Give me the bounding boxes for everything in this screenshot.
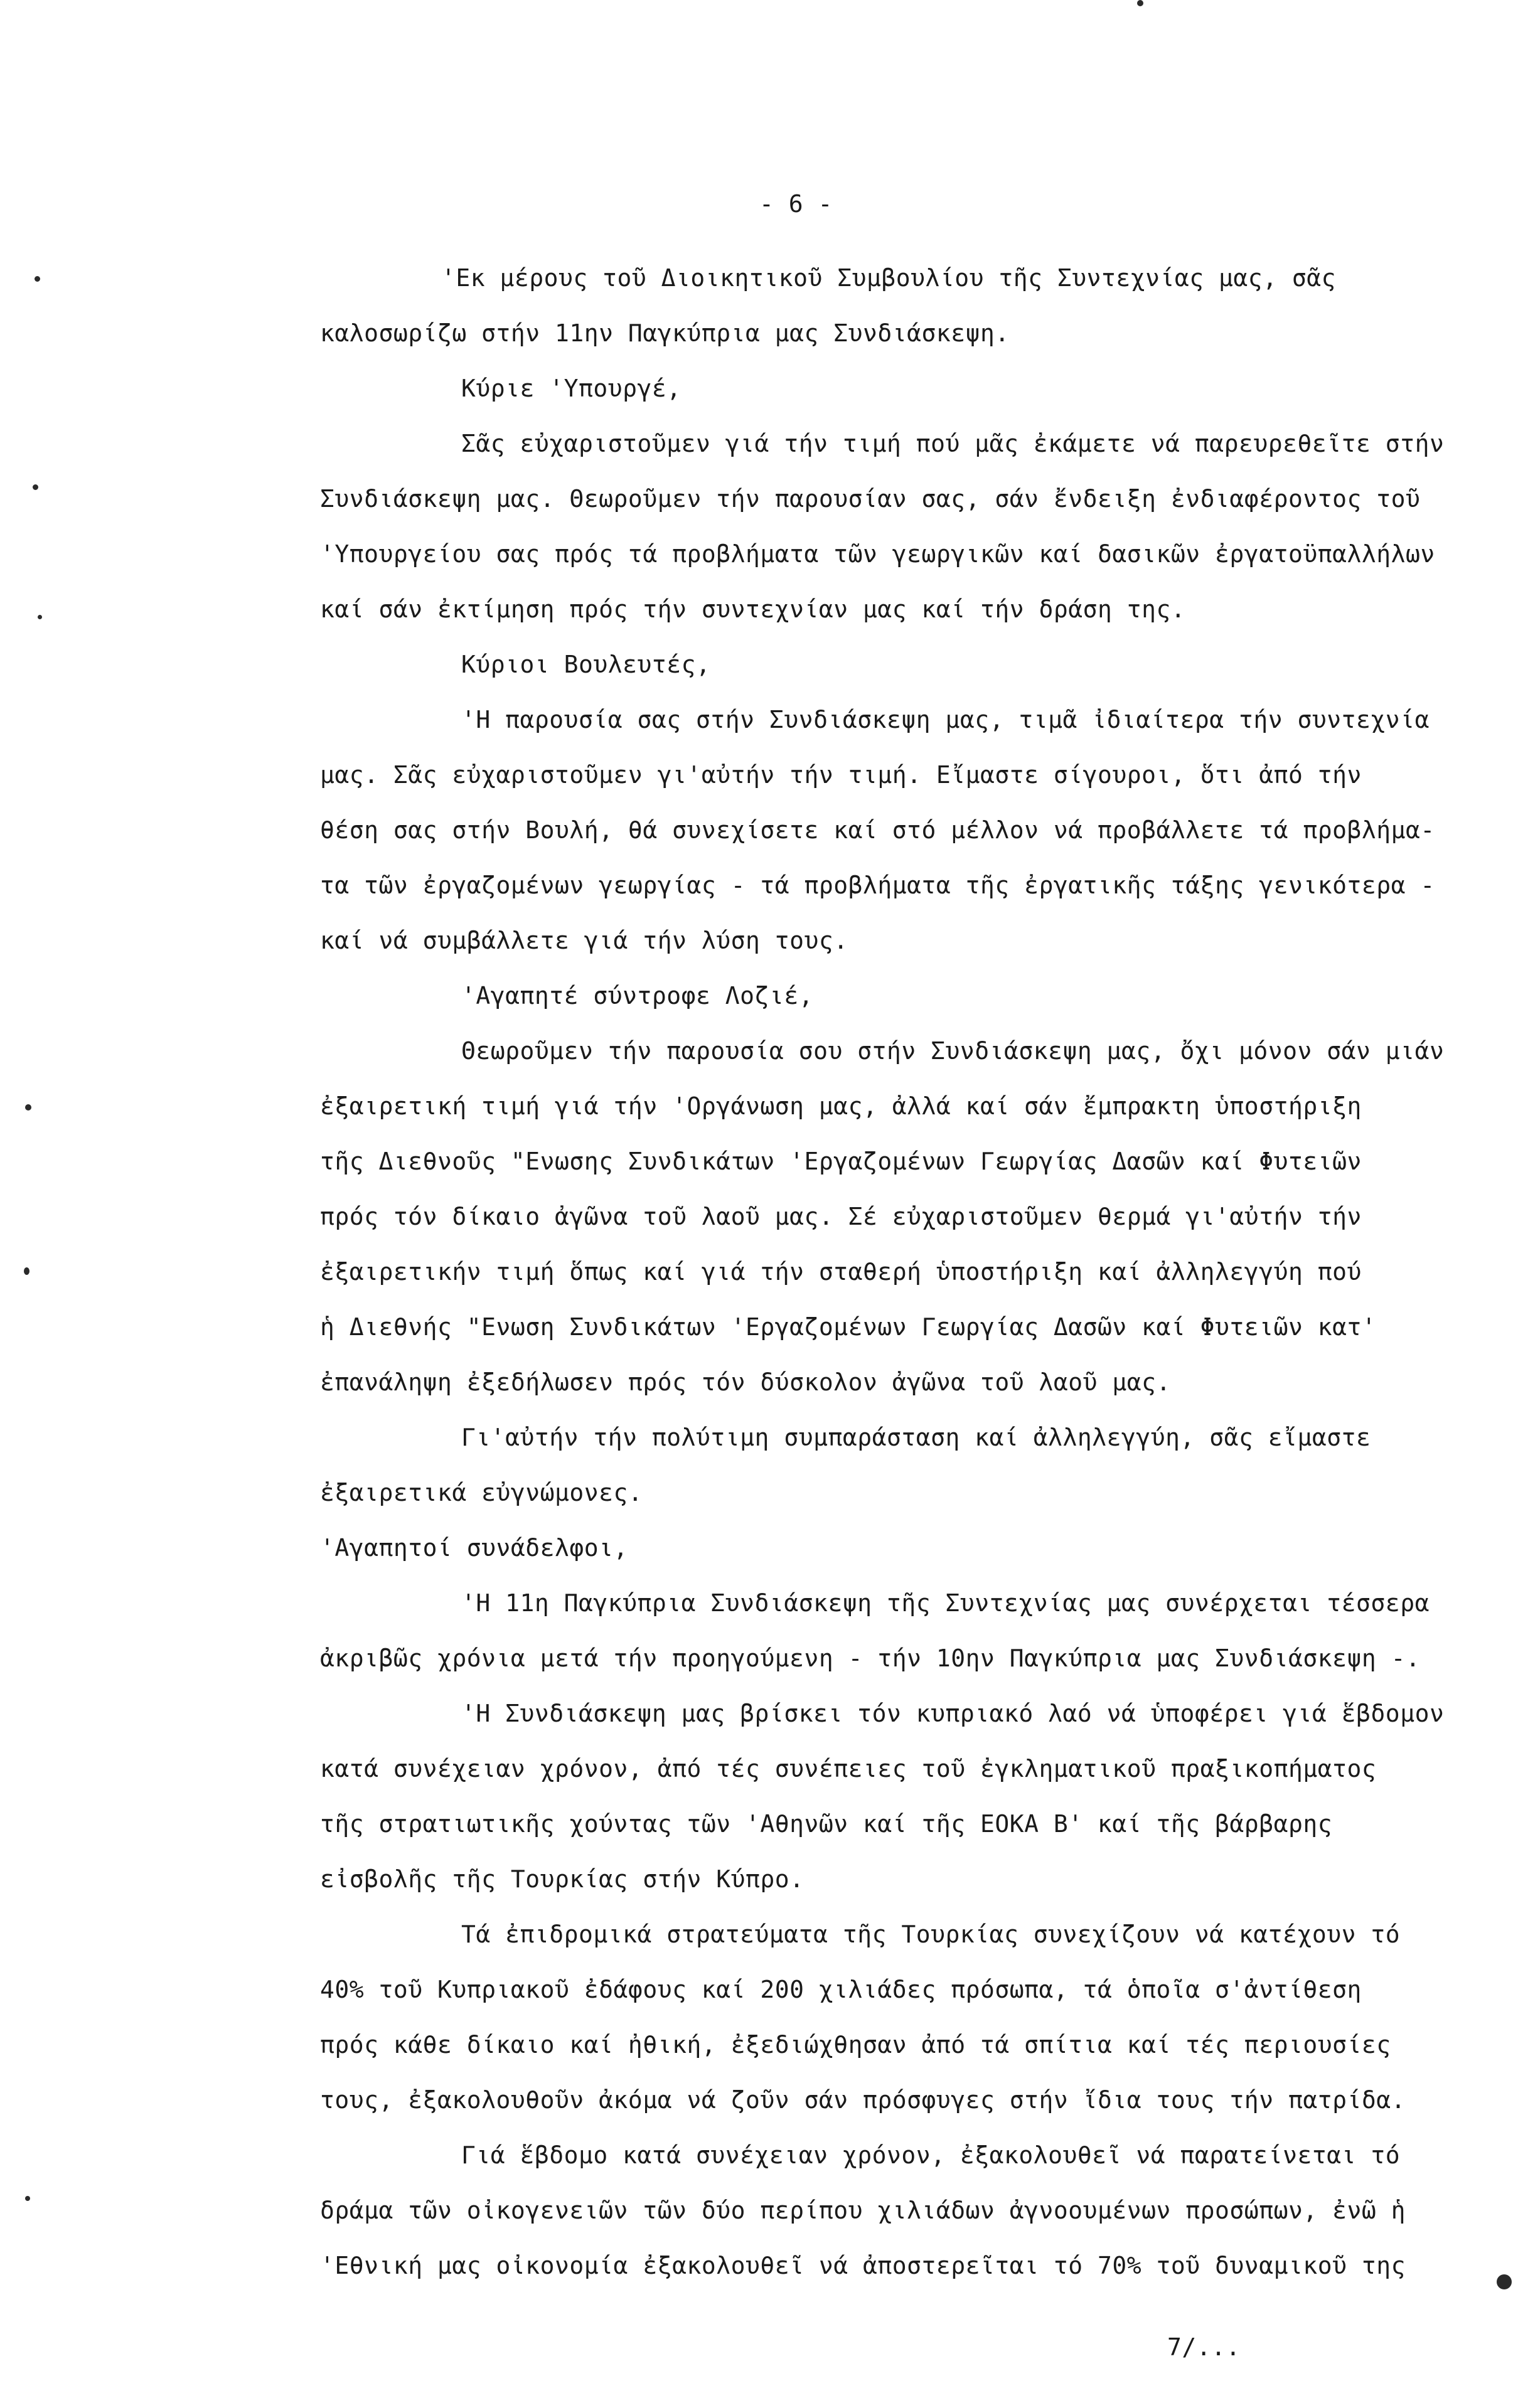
text-line: πρός κάθε δίκαιο καί ἠθική, ἐξεδιώχθησαν ἀπό τά σπίτια καί τές περιουσίες [320,2031,1391,2059]
text-line: τα τῶν ἐργαζομένων γεωργίας - τά προβλήματα τῆς ἐργατικῆς τάξης γενικότερα - [320,871,1435,899]
scan-speck [38,615,42,619]
text-line: Κύριε 'Υπουργέ, [461,375,681,402]
scan-speck [25,2196,30,2201]
text-line: κατά συνέχειαν χρόνον, ἀπό τές συνέπειες τοῦ ἐγκληματικοῦ πραξικοπήματος [320,1755,1377,1782]
text-line: θέση σας στήν Βουλή, θά συνεχίσετε καί στό μέλλον νά προβάλλετε τά προβλήμα- [320,816,1435,844]
text-line: εἰσβολῆς τῆς Τουρκίας στήν Κύπρο. [320,1865,804,1893]
text-line: ἐξαιρετικά εὐγνώμονες. [320,1479,643,1506]
continuation-marker: 7/... [1167,2333,1241,2361]
text-line: 'Αγαπητοί συνάδελφοι, [320,1534,628,1562]
text-line: Σᾶς εὐχαριστοῦμεν γιά τήν τιμή πού μᾶς ἐκάμετε νά παρευρεθεῖτε στήν [461,430,1445,457]
text-line: 'Εκ μέρους τοῦ Διοικητικοῦ Συμβουλίου τῆς Συντεχνίας μας, σᾶς [441,264,1337,292]
text-line: δράμα τῶν οἰκογενειῶν τῶν δύο περίπου χιλιάδων ἀγνοουμένων προσώπων, ἐνῶ ἡ [320,2197,1406,2224]
text-line: Συνδιάσκεψη μας. Θεωροῦμεν τήν παρουσίαν σας, σάν ἔνδειξη ἐνδιαφέροντος τοῦ [320,485,1421,513]
text-line: καλοσωρίζω στήν 11ην Παγκύπρια μας Συνδιάσκεψη. [320,319,1010,347]
text-line: τῆς Διεθνοῦς "Ενωσης Συνδικάτων 'Εργαζομένων Γεωργίας Δασῶν καί Φυτειῶν [320,1148,1362,1175]
text-line: καί σάν ἐκτίμηση πρός τήν συντεχνίαν μας καί τήν δράση της. [320,595,1186,623]
text-line: ἡ Διεθνής "Ενωση Συνδικάτων 'Εργαζομένων Γεωργίας Δασῶν καί Φυτειῶν κατ' [320,1313,1377,1341]
text-line: Κύριοι Βουλευτές, [461,651,711,678]
text-line: 'Η 11η Παγκύπρια Συνδιάσκεψη τῆς Συντεχνίας μας συνέρχεται τέσσερα [461,1589,1430,1617]
text-line: 'Η Συνδιάσκεψη μας βρίσκει τόν κυπριακό λαό νά ὑποφέρει γιά ἕβδομον [461,1700,1445,1727]
text-line: καί νά συμβάλλετε γιά τήν λύση τους. [320,927,848,954]
text-line: τους, ἐξακολουθοῦν ἀκόμα νά ζοῦν σάν πρόσφυγες στήν ἴδια τους τήν πατρίδα. [320,2086,1406,2114]
text-line: ἐξαιρετικήν τιμή ὅπως καί γιά τήν σταθερή ὑποστήριξη καί ἀλληλεγγύη πού [320,1258,1362,1286]
scan-speck [35,276,40,282]
scan-speck [24,1267,29,1275]
text-line: Θεωροῦμεν τήν παρουσία σου στήν Συνδιάσκεψη μας, ὄχι μόνον σάν μιάν [461,1037,1445,1065]
text-line: τῆς στρατιωτικῆς χούντας τῶν 'Αθηνῶν καί τῆς ΕΟΚΑ Β' καί τῆς βάρβαρης [320,1810,1333,1838]
page-number: - 6 - [759,190,833,218]
text-line: ἐξαιρετική τιμή γιά τήν 'Οργάνωση μας, ἀλλά καί σάν ἔμπρακτη ὑποστήριξη [320,1092,1362,1120]
text-line: 'Εθνική μας οἰκονομία ἐξακολουθεῖ νά ἀποστερεῖται τό 70% τοῦ δυναμικοῦ της [320,2252,1406,2279]
text-line: 'Υπουργείου σας πρός τά προβλήματα τῶν γεωργικῶν καί δασικῶν ἐργατοϋπαλλήλων [320,540,1435,568]
text-line: πρός τόν δίκαιο ἀγῶνα τοῦ λαοῦ μας. Σέ εὐχαριστοῦμεν θερμά γι'αὐτήν τήν [320,1203,1362,1230]
text-line: 'Η παρουσία σας στήν Συνδιάσκεψη μας, τιμᾶ ἰδιαίτερα τήν συντεχνία [461,706,1430,733]
scan-speck [33,484,38,490]
scan-speck [25,1104,31,1111]
text-line: Γιά ἕβδομο κατά συνέχειαν χρόνον, ἐξακολουθεῖ νά παρατείνεται τό [461,2141,1401,2169]
text-line: ἀκριβῶς χρόνια μετά τήν προηγούμενη - τήν 10ην Παγκύπρια μας Συνδιάσκεψη -. [320,1644,1421,1672]
text-line: ἐπανάληψη ἐξεδήλωσεν πρός τόν δύσκολον ἀγῶνα τοῦ λαοῦ μας. [320,1368,1171,1396]
text-line: Τά ἐπιδρομικά στρατεύματα τῆς Τουρκίας συνεχίζουν νά κατέχουν τό [461,1921,1401,1948]
text-line: 40% τοῦ Κυπριακοῦ ἐδάφους καί 200 χιλιάδες πρόσωπα, τά ὁποῖα σ'ἀντίθεση [320,1976,1362,2003]
text-line: μας. Σᾶς εὐχαριστοῦμεν γι'αὐτήν τήν τιμή. Εἴμαστε σίγουροι, ὅτι ἀπό τήν [320,761,1362,789]
scan-speck [1497,2274,1512,2289]
scan-speck [1137,0,1143,6]
text-line: Γι'αὐτήν τήν πολύτιμη συμπαράσταση καί ἀλληλεγγύη, σᾶς εἴμαστε [461,1424,1371,1451]
text-line: 'Αγαπητέ σύντροφε Λοζιέ, [461,982,814,1010]
